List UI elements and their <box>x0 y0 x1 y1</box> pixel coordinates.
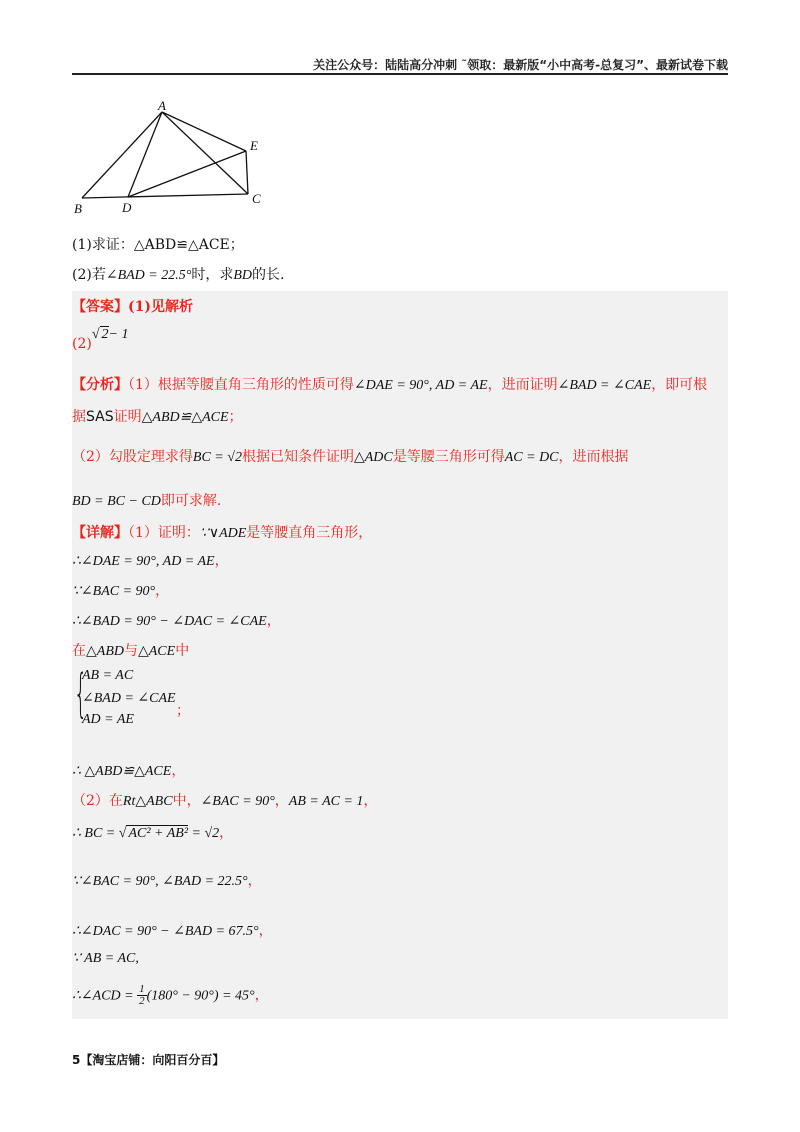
detail-tag: 【详解】 <box>72 525 128 541</box>
detail-line-12 <box>72 984 269 1007</box>
detail-math: ∵∠BAC = 90° <box>72 584 156 599</box>
detail-punct: ， <box>155 583 170 599</box>
detail-line-10 <box>72 920 273 940</box>
detail-math: ∵∠BAC = 90°, ∠BAD = 22.5° <box>72 874 248 889</box>
detail-math: ∴ BC = <box>72 826 119 841</box>
answer-2-rest: − 1 <box>108 327 129 342</box>
fraction-denominator: 2 <box>139 995 145 1007</box>
system-row-1: AB = AC <box>82 668 134 683</box>
label-d: D <box>122 200 132 215</box>
q2-math: ∠BAD = 22.5° <box>105 268 192 283</box>
detail-math: (180° − 90°) = 45° <box>146 988 255 1004</box>
analysis-text: ，进而根据 <box>558 449 629 465</box>
answer-1: (1)见解析 <box>128 299 193 315</box>
detail-line-3 <box>72 580 169 600</box>
detail-punct: ， <box>219 825 234 841</box>
detail-math: AB = AC = 1 <box>288 794 364 809</box>
analysis-line-1 <box>72 374 707 394</box>
label-a: A <box>158 98 166 113</box>
detail-text: 与 <box>123 643 138 659</box>
q2-end: 的长. <box>252 267 285 283</box>
label-b: B <box>74 201 82 216</box>
q2-suffix: 时，求 <box>191 267 234 283</box>
analysis-line-2 <box>72 406 243 426</box>
analysis-text: 即可求解. <box>160 493 222 509</box>
analysis-math: △ABD≌△ACE <box>141 410 229 425</box>
detail-punct: ， <box>254 987 269 1004</box>
detail-math: = √2 <box>188 826 220 841</box>
detail-text: （2）在 <box>72 793 123 809</box>
label-e: E <box>250 138 258 153</box>
analysis-text: 是等腰三角形可得 <box>392 449 505 465</box>
detail-text: ， <box>363 793 378 809</box>
detail-punct: ， <box>258 923 273 939</box>
analysis-line-4 <box>72 490 221 510</box>
detail-text: 中 <box>175 643 190 659</box>
label-c: C <box>252 191 261 206</box>
question-part-1: (1)求证：△ABD≌△ACE； <box>72 237 244 253</box>
system-row-3: AD = AE <box>82 712 134 727</box>
detail-text: ， <box>274 793 289 809</box>
detail-text: 是等腰直角三角形， <box>246 525 373 541</box>
fraction-half <box>137 984 147 1007</box>
detail-line-9 <box>72 870 262 890</box>
detail-math: ∴∠DAE = 90°, AD = AE <box>72 554 215 569</box>
detail-math: ∴∠ACD = <box>72 988 138 1004</box>
analysis-text: ，进而证明 <box>487 377 558 393</box>
detail-line-2 <box>72 550 229 570</box>
segment-ab <box>82 112 162 198</box>
detail-line-6 <box>72 760 185 780</box>
answer-line-1 <box>72 296 193 316</box>
page-footer: 5【淘宝店铺：向阳百分百】 <box>72 1053 225 1067</box>
analysis-text: （2）勾股定理求得 <box>72 449 193 465</box>
detail-line-8: ∴ BC = √ AC² + AB² = √2， <box>72 825 234 841</box>
detail-radicand: AC² + AB² <box>128 826 189 841</box>
analysis-tag: 【分析】 <box>72 377 128 393</box>
header-divider <box>72 73 728 75</box>
system-brace: { <box>74 664 88 724</box>
segment-ae <box>162 112 246 151</box>
detail-math: ∠BAC = 90° <box>200 794 275 809</box>
detail-punct: ， <box>171 763 186 779</box>
q2-prefix: (2)若 <box>72 267 106 283</box>
detail-math: △ABD <box>86 644 124 659</box>
analysis-text: 据 <box>72 409 86 425</box>
detail-text: 在 <box>72 643 86 659</box>
analysis-math: BC = √2 <box>192 450 242 465</box>
question-part-2 <box>72 264 284 284</box>
detail-text: （1）证明： <box>128 525 200 541</box>
analysis-text: 证明 <box>113 409 142 425</box>
system-row-2: ∠BAD = ∠CAE <box>82 691 176 706</box>
answer-tag: 【答案】 <box>72 299 128 315</box>
segment-ad <box>128 112 162 197</box>
answer-2-label: (2) <box>72 336 92 352</box>
fraction-numerator: 1 <box>139 983 145 995</box>
analysis-text: 根据已知条件证明 <box>241 449 354 465</box>
page-header: 关注公众号：陆陆高分冲刺 ˜领取：最新版“小中高考-总复习”、最新试卷下载 <box>313 58 728 72</box>
segment-ac <box>162 112 248 194</box>
detail-punct: ， <box>214 553 229 569</box>
detail-math: ∵ AB = AC, <box>72 951 139 966</box>
analysis-text: （1）根据等腰直角三角形的性质可得 <box>128 377 354 393</box>
detail-punct: ， <box>266 613 281 629</box>
analysis-line-3 <box>72 446 629 466</box>
detail-line-7 <box>72 790 377 810</box>
analysis-math: ∠BAD = ∠CAE <box>557 378 652 393</box>
analysis-math: BD = BC − CD <box>72 494 161 509</box>
detail-punct: ， <box>247 873 262 889</box>
answer-line-2: (2)√ 2− 1 <box>72 327 129 352</box>
segment-de <box>128 151 246 197</box>
triangle-figure <box>72 98 272 218</box>
answer-2-sqrt: 2 <box>101 327 109 342</box>
segment-ec <box>246 151 248 194</box>
analysis-math: △ADC <box>353 450 393 465</box>
q2-bd: BD <box>233 268 253 283</box>
detail-math: ∵∨ADE <box>199 526 247 541</box>
analysis-text: ，即可根 <box>651 377 708 393</box>
analysis-math: ∠DAE = 90°, AD = AE <box>353 378 488 393</box>
detail-math: ∴∠DAC = 90° − ∠BAD = 67.5° <box>72 924 259 939</box>
detail-line-11 <box>72 950 139 967</box>
detail-math: Rt△ABC <box>122 794 173 809</box>
detail-line-4 <box>72 610 281 630</box>
system-end: ； <box>176 703 190 719</box>
detail-math: △ACE <box>137 644 176 659</box>
analysis-math: AC = DC <box>504 450 559 465</box>
detail-math: ∴ △ABD≌△ACE <box>72 764 172 779</box>
detail-line-1 <box>72 522 372 542</box>
detail-math: ∴∠BAD = 90° − ∠DAC = ∠CAE <box>72 614 267 629</box>
detail-text: 中， <box>172 793 201 809</box>
segment-bc <box>82 194 248 198</box>
detail-line-5 <box>72 640 189 660</box>
analysis-text: ； <box>228 409 243 425</box>
analysis-sas: SAS <box>86 409 114 425</box>
